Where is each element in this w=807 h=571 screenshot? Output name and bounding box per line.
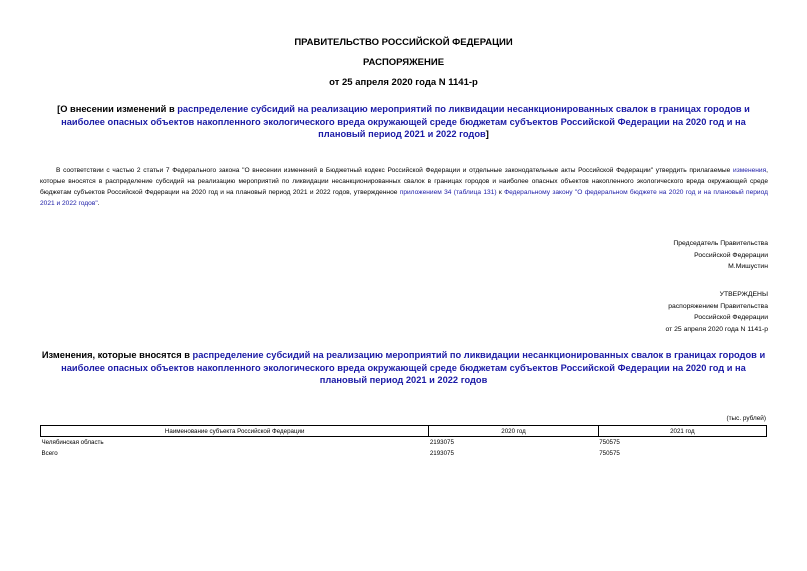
document-title [40,103,767,141]
table-units: (тыс. рублей) [726,415,766,422]
row-2021-value: 750575 [599,439,620,446]
paragraph-text-3: к [496,189,505,196]
government-name: ПРАВИТЕЛЬСТВО РОССИЙСКОЙ ФЕДЕРАЦИИ [294,37,513,48]
approval-date-number: от 25 апреля 2020 года N 1141-р [665,325,768,333]
appendix-34-link[interactable]: приложением 34 (таблица 131) [399,189,497,196]
signature-block [468,238,768,273]
row-2021-value: 750575 [599,450,620,457]
table-row [41,448,767,459]
row-subject: Челябинская область [41,439,104,446]
paragraph-text-1: В соответствии с частью 2 статьи 7 Федерального закона "О внесении изменений в Бюджетный кодекс Российской Федерации и отдельные законодательные акты Российской Федерации" утвердить прилагаемые [56,167,734,174]
document-date-number: от 25 апреля 2020 года N 1141-р [329,77,478,88]
row-2020-value: 2193075 [429,450,454,457]
annex-subsidy-distribution-link[interactable]: распределение субсидий на реализацию мероприятий по ликвидации несанкционированных свалок в границах городов и наиболее опасных объектов накопленного экологического вреда окружающей среде бюджетам субъектов Российской Федерации на 2020 год и на плановый период 2021 и 2022 годов [61,350,766,385]
title-prefix: О внесении изменений в [60,104,178,114]
approval-line-2: распоряжением Правительства [668,302,768,310]
signature-name: М.Мишустин [728,263,768,270]
table-header-row [41,426,767,437]
annex-title [40,349,767,387]
signature-position: Председатель Правительства [673,240,768,247]
column-header-2021: 2021 год [598,426,766,437]
approval-block [468,289,768,335]
federal-budget-law-link[interactable]: Федеральному закону "О федеральном бюджете на 2020 год и на плановый период 2021 и 2022 годов" [40,189,768,207]
title-close-bracket: ] [485,129,489,139]
table-row [41,437,767,449]
row-subject: Всего [41,450,58,457]
annex-title-prefix: Изменения, которые вносятся в [41,350,193,360]
resolution-paragraph [40,165,768,209]
title-open-bracket: [ [57,104,61,114]
document-type: РАСПОРЯЖЕНИЕ [362,57,445,68]
paragraph-text-4: . [97,200,100,207]
subsidy-table [40,425,767,459]
column-header-subject: Наименование субъекта Российской Федерации [41,426,429,437]
signature-country: Российской Федерации [694,251,768,259]
column-header-2020: 2020 год [429,426,598,437]
title-subsidy-distribution-link[interactable]: распределение субсидий на реализацию мероприятий по ликвидации несанкционированных свалок в границах городов и наиболее опасных объектов накопленного экологического вреда окружающей среде бюджетам субъектов Российской Федерации на 2020 год и на плановый период 2021 и 2022 годов [61,104,750,139]
approval-heading: УТВЕРЖДЕНЫ [719,291,768,298]
approval-line-3: Российской Федерации [694,314,768,321]
row-2020-value: 2193075 [429,439,454,446]
paragraph-text-2: , которые вносятся в распределение субсидий на реализацию мероприятий по ликвидации несанкционированных свалок в границах городов и наиболее опасных объектов накопленного экологического вреда окружающей среде бюджетам субъектов Российской Федерации на 2020 год и на плановый период 2021 и 2022 годов, утвержденное [40,167,768,196]
changes-link[interactable]: изменения [733,167,767,174]
